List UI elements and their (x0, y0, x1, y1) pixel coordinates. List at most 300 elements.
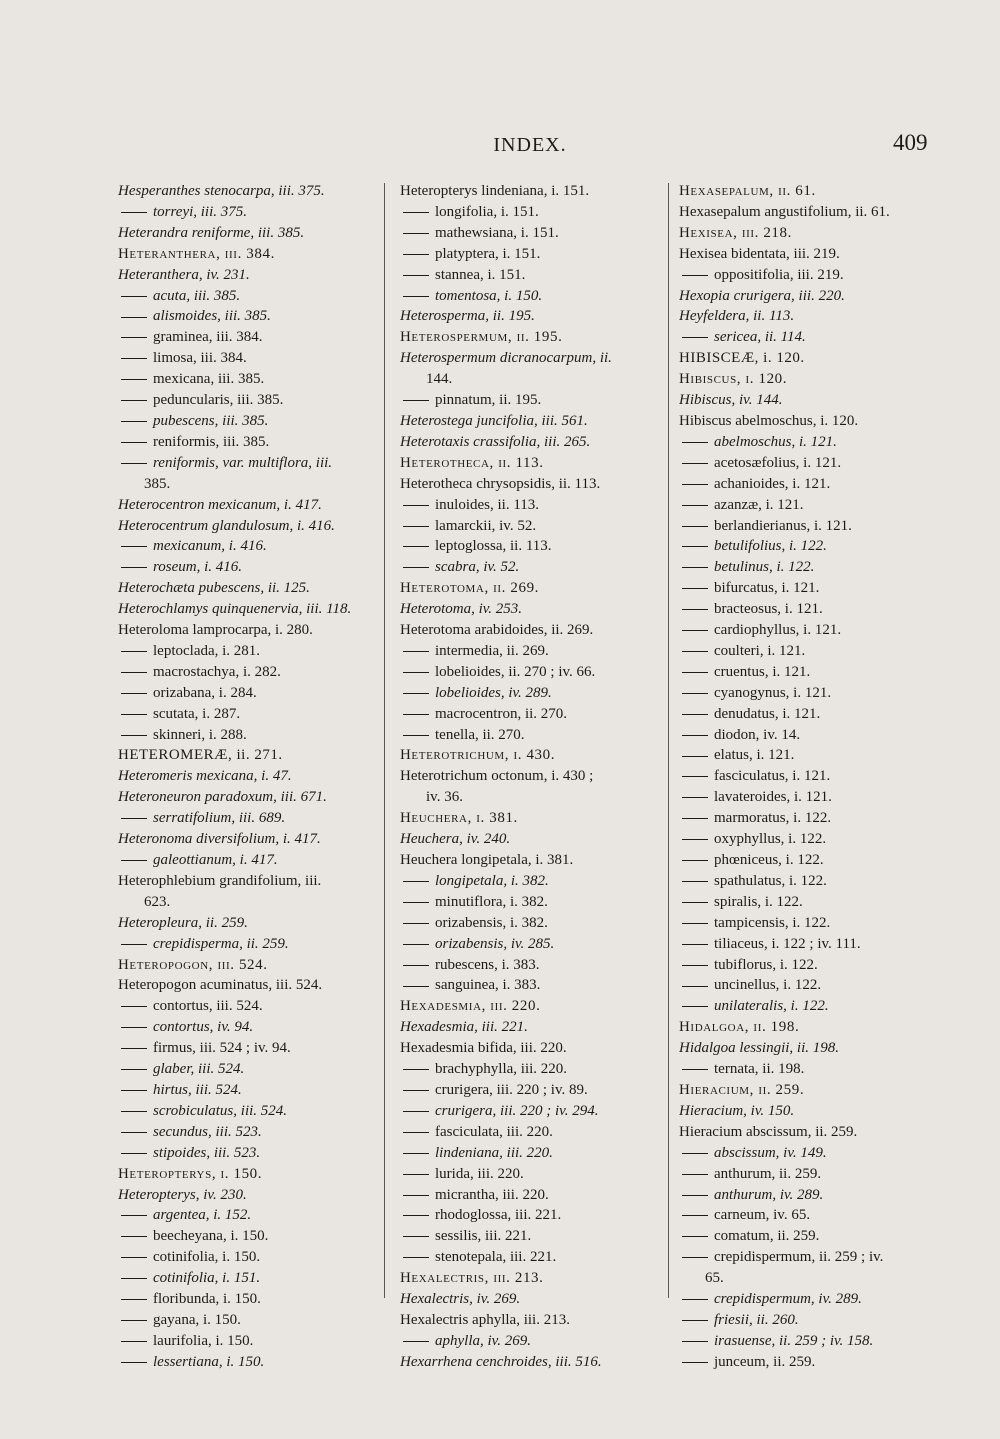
index-entry-text: ternata, ii. 198. (714, 1061, 805, 1078)
index-entry (400, 996, 662, 1017)
page-number: 409 (893, 130, 928, 155)
index-entry (118, 1185, 368, 1206)
ditto-dash (682, 651, 708, 652)
ditto-dash (403, 923, 429, 924)
index-entry-text: betulifolius, i. 122. (714, 538, 827, 555)
index-entry (679, 1080, 941, 1101)
index-entry (118, 850, 368, 871)
index-entry (679, 683, 941, 704)
ditto-dash (682, 1195, 708, 1196)
index-entry-text: cruentus, i. 121. (714, 663, 811, 680)
index-entry (679, 286, 941, 307)
index-entry-text: marmoratus, i. 122. (714, 810, 832, 827)
ditto-dash (121, 463, 147, 464)
index-entry (400, 432, 662, 453)
index-entry (679, 662, 941, 683)
ditto-dash (682, 797, 708, 798)
index-entry-text: 385. (144, 475, 171, 492)
index-entry-text: hirtus, iii. 524. (153, 1081, 242, 1098)
index-entry (400, 766, 662, 787)
index-entry (400, 1352, 662, 1373)
index-entry-text: abelmoschus, i. 121. (714, 433, 837, 450)
index-entry (679, 955, 941, 976)
index-entry-text: abscissum, iv. 149. (714, 1144, 827, 1161)
index-entry-text: torreyi, iii. 375. (153, 203, 248, 220)
index-entry (400, 223, 662, 244)
ditto-dash (682, 944, 708, 945)
ditto-dash (403, 1174, 429, 1175)
ditto-dash (121, 693, 147, 694)
ditto-dash (682, 1257, 708, 1258)
index-entry (679, 1205, 941, 1226)
index-entry (118, 327, 368, 348)
index-entry-text: Heteranthera, iv. 231. (118, 266, 250, 283)
index-entry-text: HIBISCEÆ, i. 120. (679, 350, 805, 367)
index-entry (679, 411, 941, 432)
index-entry (400, 495, 662, 516)
index-entry-text: cyanogynus, i. 121. (714, 684, 832, 701)
index-entry (400, 1038, 662, 1059)
ditto-dash (403, 1257, 429, 1258)
index-entry (679, 1122, 941, 1143)
ditto-dash (403, 651, 429, 652)
index-entry-text: Hieracium, iv. 150. (679, 1102, 795, 1119)
index-entry (400, 306, 662, 327)
index-entry (400, 244, 662, 265)
index-entry (400, 348, 662, 369)
index-entry-text: lobelioides, ii. 270 ; iv. 66. (435, 663, 596, 680)
ditto-dash (121, 944, 147, 945)
index-entry-text: HETEROMERÆ, ii. 271. (118, 747, 283, 764)
index-entry-text: achanioides, i. 121. (714, 475, 831, 492)
ditto-dash (682, 756, 708, 757)
index-entry-text: Hieracium, ii. 259. (679, 1081, 805, 1098)
index-entry-text: laurifolia, i. 150. (153, 1332, 254, 1349)
index-entry (400, 516, 662, 537)
index-entry-text: Hexalectris, iii. 213. (400, 1270, 544, 1287)
index-entry (118, 181, 368, 202)
index-entry (400, 955, 662, 976)
index-entry (679, 787, 941, 808)
index-entry (118, 1352, 368, 1373)
ditto-dash (121, 714, 147, 715)
index-entry (118, 787, 368, 808)
index-entry-text: Heterotoma arabidoides, ii. 269. (400, 622, 594, 639)
index-entry (118, 536, 368, 557)
index-entry (679, 223, 941, 244)
ditto-dash (403, 1236, 429, 1237)
index-entry-text: 623. (144, 893, 171, 910)
index-entry-text: sanguinea, i. 383. (435, 977, 541, 994)
index-entry-text: tampicensis, i. 122. (714, 914, 831, 931)
index-entry (679, 1268, 941, 1289)
index-entry-text: Heteropterys lindeniana, i. 151. (400, 183, 590, 199)
index-entry-text: lurida, iii. 220. (435, 1165, 524, 1182)
index-entry (400, 557, 662, 578)
index-entry (118, 1080, 368, 1101)
ditto-dash (403, 1215, 429, 1216)
ditto-dash (403, 881, 429, 882)
ditto-dash (682, 609, 708, 610)
index-entry (118, 996, 368, 1017)
index-entry (118, 934, 368, 955)
index-entry (679, 808, 941, 829)
index-entry-text: Heterotoma, iv. 253. (400, 601, 523, 618)
index-entry-text: roseum, i. 416. (153, 559, 243, 576)
index-entry (400, 202, 662, 223)
index-entry (679, 996, 941, 1017)
index-entry-text: inuloides, ii. 113. (435, 496, 540, 513)
ditto-dash (121, 1027, 147, 1028)
ditto-dash (403, 986, 429, 987)
ditto-dash (403, 400, 429, 401)
index-entry (679, 1143, 941, 1164)
index-entry (679, 1352, 941, 1373)
index-entry (118, 369, 368, 390)
index-entry-text: floribunda, i. 150. (153, 1291, 261, 1308)
index-entry (118, 1226, 368, 1247)
index-entry (118, 390, 368, 411)
index-entry-text: Hexasepalum angustifolium, ii. 61. (679, 203, 890, 220)
ditto-dash (121, 1111, 147, 1112)
index-entry (400, 1122, 662, 1143)
ditto-dash (121, 1132, 147, 1133)
index-entry-text: secundus, iii. 523. (153, 1123, 262, 1140)
index-entry-text: scutata, i. 287. (153, 705, 241, 722)
ditto-dash (682, 672, 708, 673)
index-entry (400, 1226, 662, 1247)
index-entry-text: mathewsiana, i. 151. (435, 224, 559, 241)
index-entry (118, 662, 368, 683)
index-entry-text: platyptera, i. 151. (435, 245, 541, 262)
index-entry (118, 1143, 368, 1164)
ditto-dash (121, 1153, 147, 1154)
index-entry-text: Heterospermum, ii. 195. (400, 329, 563, 346)
index-entry (679, 871, 941, 892)
ditto-dash (682, 1341, 708, 1342)
index-entry (679, 348, 941, 369)
index-entry-text: Heterosperma, ii. 195. (400, 308, 535, 325)
index-entry-text: Heteropogon, iii. 524. (118, 956, 268, 973)
ditto-dash (682, 275, 708, 276)
index-entry (118, 892, 368, 913)
index-entry-text: cotinifolia, i. 150. (153, 1249, 261, 1266)
index-entry (118, 453, 368, 474)
index-entry (679, 265, 941, 286)
index-entry (400, 1164, 662, 1185)
index-entry (679, 620, 941, 641)
index-entry (679, 1164, 941, 1185)
index-entry (118, 516, 368, 537)
index-entry (679, 536, 941, 557)
ditto-dash (403, 672, 429, 673)
index-entry-text: Hexadesmia, iii. 220. (400, 998, 541, 1015)
index-entry (118, 1289, 368, 1310)
index-entry (679, 892, 941, 913)
index-entry (400, 1205, 662, 1226)
index-entry (118, 223, 368, 244)
ditto-dash (682, 337, 708, 338)
column-divider (384, 183, 385, 1298)
index-entry (118, 495, 368, 516)
index-entry-text: lindeniana, iii. 220. (435, 1144, 553, 1161)
index-entry (679, 306, 941, 327)
index-entry (400, 1289, 662, 1310)
index-entry (679, 557, 941, 578)
index-entry-text: micrantha, iii. 220. (435, 1186, 549, 1203)
index-column-1 (118, 181, 368, 1373)
index-entry-text: graminea, iii. 384. (153, 329, 263, 346)
index-entry-text: acuta, iii. 385. (153, 287, 241, 304)
index-entry (118, 286, 368, 307)
ditto-dash (682, 693, 708, 694)
index-entry-text: Hexalectris, iv. 269. (400, 1291, 521, 1308)
index-entry (679, 725, 941, 746)
index-entry-text: lessertiana, i. 150. (153, 1353, 265, 1370)
ditto-dash (403, 296, 429, 297)
index-entry-text: Hibiscus, iv. 144. (679, 392, 783, 409)
index-entry-text: anthurum, iv. 289. (714, 1186, 824, 1203)
index-entry (118, 955, 368, 976)
index-entry-text: Heterotheca chrysopsidis, ii. 113. (400, 475, 601, 492)
index-entry (400, 1101, 662, 1122)
ditto-dash (121, 379, 147, 380)
ditto-dash (403, 546, 429, 547)
index-entry-text: galeottianum, i. 417. (153, 852, 278, 868)
index-entry-text: junceum, ii. 259. (714, 1353, 816, 1370)
index-entry-text: berlandierianus, i. 121. (714, 517, 852, 534)
index-entry-text: Heteropterys, i. 150. (118, 1165, 263, 1182)
index-entry (679, 516, 941, 537)
index-entry-text: Heteroneuron paradoxum, iii. 671. (118, 789, 327, 806)
index-entry-text: spathulatus, i. 122. (714, 872, 827, 889)
index-entry (118, 808, 368, 829)
ditto-dash (121, 1215, 147, 1216)
ditto-dash (121, 296, 147, 297)
index-column-3 (679, 181, 941, 1373)
index-entry-text: cotinifolia, i. 151. (153, 1270, 261, 1287)
index-entry (118, 641, 368, 662)
ditto-dash (403, 1341, 429, 1342)
index-entry (679, 1331, 941, 1352)
index-entry-text: Hexopia crurigera, iii. 220. (679, 287, 845, 304)
index-entry (400, 620, 662, 641)
index-entry-text: rhodoglossa, iii. 221. (435, 1207, 562, 1224)
ditto-dash (682, 463, 708, 464)
index-entry-text: Heterotaxis crassifolia, iii. 265. (400, 433, 591, 450)
ditto-dash (403, 1195, 429, 1196)
ditto-dash (403, 1090, 429, 1091)
index-entry-text: Hexalectris aphylla, iii. 213. (400, 1311, 570, 1328)
ditto-dash (682, 505, 708, 506)
index-entry-text: stannea, i. 151. (435, 266, 526, 283)
index-entry (400, 327, 662, 348)
index-entry-text: coulteri, i. 121. (714, 642, 806, 659)
index-entry (400, 390, 662, 411)
ditto-dash (682, 1299, 708, 1300)
index-entry (679, 474, 941, 495)
index-entry (679, 1101, 941, 1122)
index-column-2 (400, 181, 662, 1373)
index-entry-text: Heterotoma, ii. 269. (400, 580, 540, 597)
index-entry-text: acetosæfolius, i. 121. (714, 454, 842, 471)
ditto-dash (403, 567, 429, 568)
index-entry (400, 1268, 662, 1289)
index-entry-text: Heyfeldera, ii. 113. (679, 308, 795, 325)
index-entry-text: serratifolium, iii. 689. (153, 810, 286, 827)
index-entry (400, 641, 662, 662)
index-entry-text: Heterophlebium grandifolium, iii. (118, 872, 322, 889)
ditto-dash (682, 902, 708, 903)
index-entry (679, 1059, 941, 1080)
index-entry-text: Heteropogon acuminatus, iii. 524. (118, 977, 323, 994)
index-entry-text: Heteropleura, ii. 259. (118, 914, 248, 931)
index-entry-text: orizabensis, iv. 285. (435, 935, 555, 952)
ditto-dash (682, 776, 708, 777)
index-entry-text: crurigera, iii. 220 ; iv. 89. (435, 1081, 588, 1098)
index-entry-text: crepidispermum, iv. 289. (714, 1291, 862, 1308)
index-entry-text: Heteropterys, iv. 230. (118, 1186, 247, 1203)
ditto-dash (121, 1362, 147, 1363)
index-entry (118, 578, 368, 599)
ditto-dash (403, 735, 429, 736)
index-entry (679, 704, 941, 725)
index-entry (118, 829, 368, 850)
index-entry-text: Hidalgoa lessingii, ii. 198. (679, 1040, 840, 1057)
index-entry-text: tenella, ii. 270. (435, 726, 525, 743)
ditto-dash (121, 212, 147, 213)
index-entry (118, 348, 368, 369)
index-entry-text: cardiophyllus, i. 121. (714, 622, 842, 639)
index-entry (118, 725, 368, 746)
ditto-dash (403, 1132, 429, 1133)
index-entry (679, 913, 941, 934)
index-entry (118, 1164, 368, 1185)
index-entry (400, 181, 662, 202)
index-entry-text: sessilis, iii. 221. (435, 1228, 532, 1245)
index-entry (400, 745, 662, 766)
index-entry-text: Heteranthera, iii. 384. (118, 245, 275, 262)
index-entry-text: crepidispermum, ii. 259 ; iv. (714, 1249, 884, 1266)
index-entry-text: longifolia, i. 151. (435, 203, 539, 220)
index-entry (118, 1268, 368, 1289)
index-entry (679, 850, 941, 871)
index-entry-text: oppositifolia, iii. 219. (714, 266, 844, 283)
ditto-dash (682, 526, 708, 527)
index-entry-text: glaber, iii. 524. (153, 1061, 245, 1078)
ditto-dash (121, 1299, 147, 1300)
index-entry-text: phœniceus, i. 122. (714, 852, 824, 868)
index-entry-text: intermedia, ii. 269. (435, 642, 549, 659)
ditto-dash (121, 735, 147, 736)
index-entry-text: aphylla, iv. 269. (435, 1332, 531, 1349)
index-entry-text: elatus, i. 121. (714, 747, 795, 764)
index-entry (400, 599, 662, 620)
ditto-dash (403, 212, 429, 213)
index-entry-text: diodon, iv. 14. (714, 726, 801, 743)
index-entry-text: iv. 36. (426, 789, 463, 806)
ditto-dash (682, 714, 708, 715)
ditto-dash (121, 337, 147, 338)
index-entry (679, 390, 941, 411)
index-entry-text: uncinellus, i. 122. (714, 977, 822, 994)
ditto-dash (682, 484, 708, 485)
ditto-dash (121, 651, 147, 652)
index-entry-text: contortus, iv. 94. (153, 1019, 254, 1036)
ditto-dash (403, 1153, 429, 1154)
index-entry (679, 1310, 941, 1331)
index-entry (400, 1310, 662, 1331)
index-entry-text: Hexisea, iii. 218. (679, 224, 792, 241)
index-entry-text: longipetala, i. 382. (435, 872, 549, 889)
index-entry-text: tiliaceus, i. 122 ; iv. 111. (714, 935, 861, 952)
ditto-dash (682, 1006, 708, 1007)
ditto-dash (682, 1069, 708, 1070)
ditto-dash (682, 546, 708, 547)
ditto-dash (682, 588, 708, 589)
ditto-dash (121, 421, 147, 422)
index-entry (118, 704, 368, 725)
ditto-dash (121, 400, 147, 401)
index-entry (679, 1185, 941, 1206)
index-entry-text: leptoclada, i. 281. (153, 642, 261, 659)
index-entry-text: tubiflorus, i. 122. (714, 956, 818, 973)
index-entry-text: Heuchera, iv. 240. (400, 831, 511, 848)
index-entry-text: 144. (426, 371, 453, 388)
index-entry (679, 1038, 941, 1059)
index-entry (400, 369, 662, 390)
index-entry (118, 1247, 368, 1268)
ditto-dash (121, 567, 147, 568)
index-entry-text: bifurcatus, i. 121. (714, 580, 820, 597)
index-entry-text: spiralis, i. 122. (714, 893, 803, 910)
index-entry (118, 1331, 368, 1352)
ditto-dash (403, 902, 429, 903)
ditto-dash (682, 923, 708, 924)
index-entry (400, 1017, 662, 1038)
index-entry-text: carneum, iv. 65. (714, 1207, 811, 1224)
index-entry (118, 1059, 368, 1080)
index-entry-text: denudatus, i. 121. (714, 705, 821, 722)
index-entry (400, 871, 662, 892)
index-entry (679, 244, 941, 265)
index-entry (118, 1310, 368, 1331)
ditto-dash (403, 233, 429, 234)
index-entry-text: Heterotrichum octonum, i. 430 ; (400, 768, 594, 785)
ditto-dash (121, 1320, 147, 1321)
index-entry-text: limosa, iii. 384. (153, 350, 247, 367)
ditto-dash (121, 1006, 147, 1007)
index-entry (400, 913, 662, 934)
index-entry-text: pinnatum, ii. 195. (435, 392, 542, 409)
index-entry (679, 327, 941, 348)
ditto-dash (403, 254, 429, 255)
index-entry (118, 1205, 368, 1226)
ditto-dash (121, 1069, 147, 1070)
ditto-dash (121, 546, 147, 547)
index-entry (400, 411, 662, 432)
index-entry (400, 1080, 662, 1101)
index-entry-text: betulinus, i. 122. (714, 559, 815, 576)
ditto-dash (682, 1215, 708, 1216)
index-entry (679, 202, 941, 223)
ditto-dash (403, 1111, 429, 1112)
index-entry (118, 1122, 368, 1143)
ditto-dash (403, 693, 429, 694)
index-entry-text: Hibiscus abelmoschus, i. 120. (679, 412, 859, 429)
index-entry-text: rubescens, i. 383. (435, 956, 540, 973)
ditto-dash (682, 860, 708, 861)
